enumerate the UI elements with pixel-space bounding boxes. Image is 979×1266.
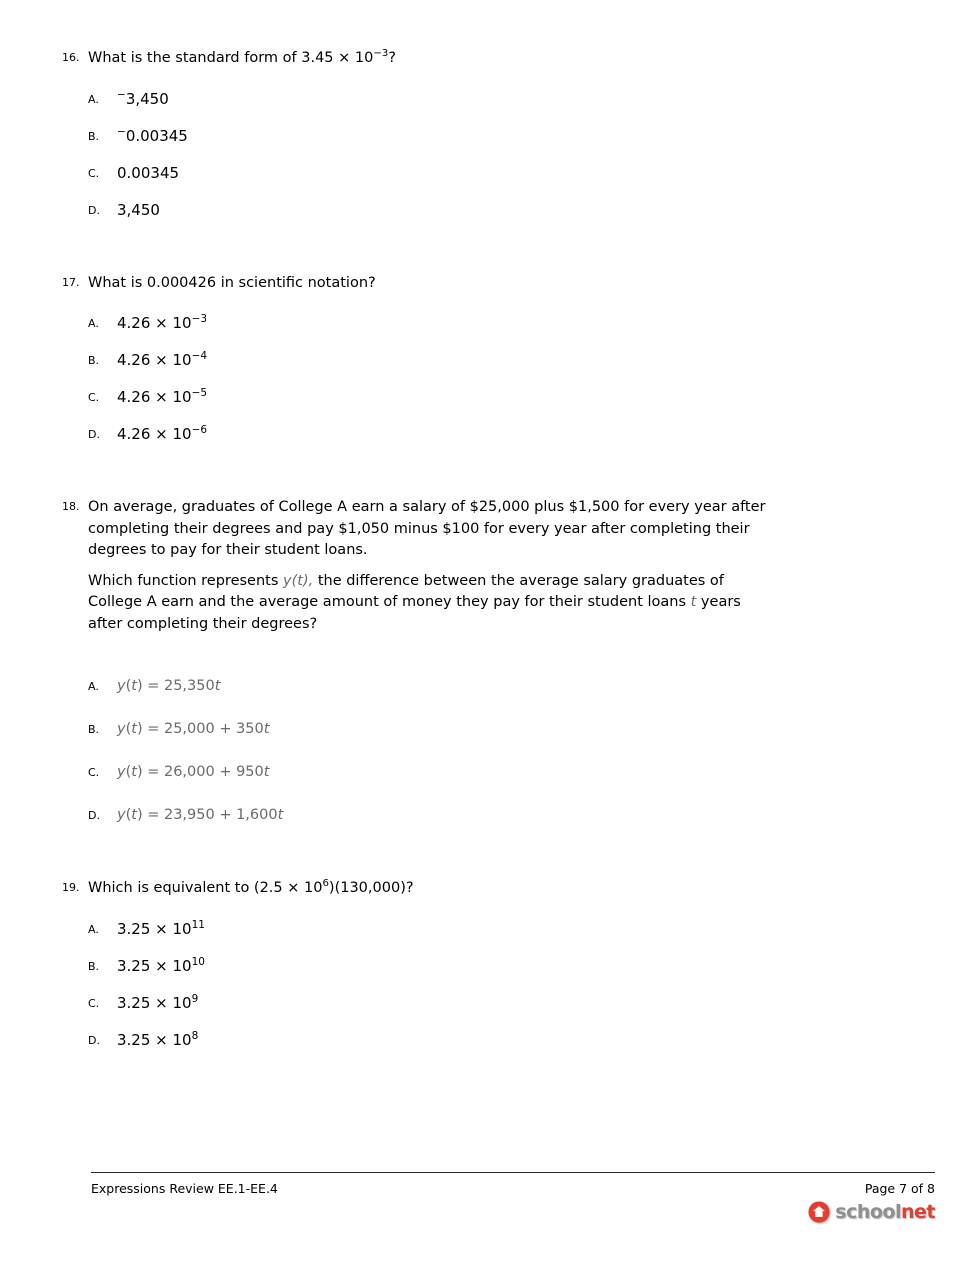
footer-test-title: Expressions Review EE.1-EE.4: [91, 1181, 278, 1196]
option-letter: A.: [88, 92, 99, 106]
option-text: $3.25 \times 10^{11}$: [117, 918, 205, 938]
option-letter: A.: [88, 317, 99, 330]
question-prompt: What is the standard form of $3.45 \times 10^{-3}$?: [88, 48, 396, 66]
question-body: [88, 878, 924, 900]
answer-option: [88, 162, 924, 184]
option-text: −0.00345: [117, 125, 188, 145]
answer-option: [88, 349, 924, 371]
option-text: 3,450: [117, 200, 160, 219]
answer-option: [88, 423, 924, 445]
question-number: 18.: [62, 500, 80, 513]
question-19: [62, 878, 924, 1051]
option-letter: D.: [88, 809, 100, 822]
option-letter: B.: [88, 959, 100, 973]
footer-page-indicator: Page 7 of 8: [864, 1181, 935, 1196]
answer-option: [88, 992, 924, 1014]
question-prompt: Which is equivalent to $(2.5 \times 10^6)(130,000)$?: [88, 878, 414, 896]
option-letter: A.: [88, 922, 99, 936]
option-letter: B.: [88, 723, 100, 736]
answer-option: [88, 1029, 924, 1051]
option-text: y(t) = 25,350t: [117, 678, 221, 694]
option-letter: D.: [88, 428, 100, 441]
option-text: y(t) = 26,000 + 950t: [117, 764, 270, 780]
schoolnet-logo: [91, 1201, 935, 1223]
answer-options: [88, 88, 924, 221]
page-footer: [91, 1172, 935, 1223]
option-text: $4.26 \times 10^{-4}$: [117, 350, 208, 369]
option-letter: C.: [88, 166, 100, 180]
question-number: 19.: [62, 881, 80, 894]
option-text: $4.26 \times 10^{-5}$: [117, 387, 208, 406]
option-letter: C.: [88, 766, 100, 779]
option-text: $3.25 \times 10^{10}$: [117, 955, 205, 975]
question-number: 16.: [62, 51, 80, 64]
option-letter: D.: [88, 1033, 100, 1047]
question-body: [88, 273, 924, 295]
question-prompt: What is 0.000426 in scientific notation?: [88, 274, 376, 291]
option-letter: C.: [88, 391, 100, 404]
option-text: $4.26 \times 10^{-6}$: [117, 424, 208, 443]
answer-option: [88, 88, 924, 110]
answer-option: [88, 804, 924, 826]
logo-text-school: school: [835, 1201, 901, 1223]
answer-option: [88, 955, 924, 977]
answer-option: [88, 312, 924, 334]
option-letter: A.: [88, 680, 99, 693]
answer-option: [88, 761, 924, 783]
question-prompt-paragraph: On average, graduates of College A earn a salary of $25,000 plus $1,500 for every year after completing their degrees and pay $1,050 minus $100 for every year after completing their degrees to pay for their student loans.: [88, 499, 766, 558]
question-body: [88, 497, 924, 635]
question-prompt-paragraph: Which function represents y(t), the difference between the average salary graduates of College A earn and the average amount of money they pay for their student loans t years after completing their degrees?: [88, 572, 741, 632]
question-17: [62, 273, 924, 446]
question-body: [88, 48, 924, 70]
answer-option: [88, 125, 924, 147]
option-text: $3.25 \times 10^9$: [117, 992, 199, 1012]
option-letter: B.: [88, 354, 100, 367]
logo-text-net: net: [901, 1201, 935, 1223]
option-text: y(t) = 23,950 + 1,600t: [117, 807, 284, 823]
answer-option: [88, 675, 924, 697]
question-head: [62, 273, 924, 295]
question-number: 17.: [62, 275, 80, 289]
option-letter: B.: [88, 129, 100, 143]
option-letter: C.: [88, 996, 100, 1010]
question-head: [62, 48, 924, 70]
house-icon: [808, 1201, 830, 1223]
question-16: [62, 48, 924, 221]
answer-option: [88, 199, 924, 221]
question-head: [62, 497, 924, 635]
answer-option: [88, 718, 924, 740]
answer-option: [88, 918, 924, 940]
option-text: −3,450: [117, 88, 169, 108]
question-18: [62, 497, 924, 826]
option-text: $4.26 \times 10^{-3}$: [117, 313, 208, 332]
option-letter: D.: [88, 203, 100, 217]
logo-text: [835, 1201, 935, 1223]
answer-option: [88, 386, 924, 408]
answer-options: [88, 312, 924, 445]
question-head: [62, 878, 924, 900]
option-text: y(t) = 25,000 + 350t: [117, 721, 270, 737]
answer-options: [88, 675, 924, 826]
option-text: $3.25 \times 10^8$: [117, 1029, 199, 1049]
option-text: 0.00345: [117, 163, 180, 182]
answer-options: [88, 918, 924, 1051]
footer-text-row: [91, 1173, 935, 1196]
